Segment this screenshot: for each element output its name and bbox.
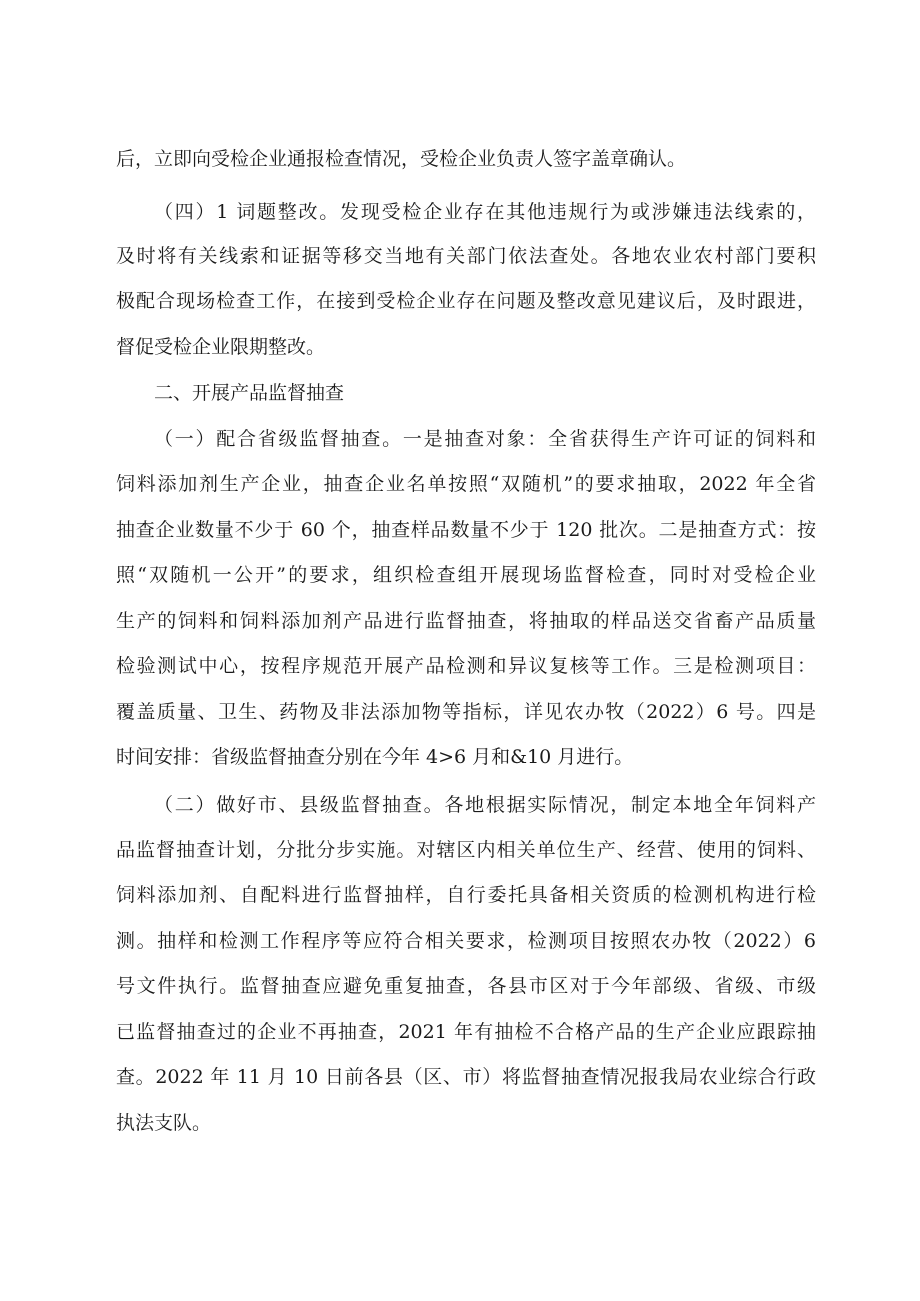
- text-line: 抽查企业数量不少于 60 个，抽查样品数量不少于 120 批次。二是抽查方式：按: [116, 519, 816, 541]
- text-line: 检验测试中心，按程序规范开展产品检测和异议复核等工作。三是检测项目：: [116, 655, 816, 677]
- text-line: 覆盖质量、卫生、药物及非法添加物等指标，详见农办牧（2022）6 号。四是: [116, 701, 816, 723]
- text-line: （一）配合省级监督抽查。一是抽查对象：全省获得生产许可证的饲料和: [154, 428, 816, 450]
- text-line: 照“双随机一公开”的要求，组织检查组开展现场监督检查，同时对受检企业: [116, 564, 816, 586]
- section-heading: 二、开展产品监督抽查: [154, 382, 345, 404]
- text-line: 测。抽样和检测工作程序等应符合相关要求，检测项目按照农办牧（2022）6: [116, 930, 816, 952]
- text-line: 饲料添加剂生产企业，抽查企业名单按照“双随机”的要求抽取，2022 年全省: [116, 473, 816, 495]
- text-line: 后，立即向受检企业通报检查情况，受检企业负责人签字盖章确认。: [116, 148, 687, 170]
- text-line: 查。2022 年 11 月 10 日前各县（区、市）将监督抽查情况报我局农业综合行政: [116, 1066, 816, 1088]
- text-line: 及时将有关线索和证据等移交当地有关部门依法查处。各地农业农村部门要积: [116, 245, 816, 267]
- text-line: 饲料添加剂、自配料进行监督抽样，自行委托具备相关资质的检测机构进行检: [116, 884, 816, 906]
- text-line: 极配合现场检查工作，在接到受检企业存在问题及整改意见建议后，及时跟进，: [116, 290, 816, 312]
- text-line: （二）做好市、县级监督抽查。各地根据实际情况，制定本地全年饲料产: [154, 794, 816, 816]
- text-line: （四）1 词题整改。发现受检企业存在其他违规行为或涉嫌违法线索的，: [154, 201, 816, 223]
- text-line: 号文件执行。监督抽查应避免重复抽查，各县市区对于今年部级、省级、市级: [116, 975, 816, 997]
- text-line: 已监督抽查过的企业不再抽查，2021 年有抽检不合格产品的生产企业应跟踪抽: [116, 1021, 816, 1043]
- text-line: 品监督抽查计划，分批分步实施。对辖区内相关单位生产、经营、使用的饲料、: [116, 839, 816, 861]
- text-line: 生产的饲料和饲料添加剂产品进行监督抽查，将抽取的样品送交省畜产品质量: [116, 610, 816, 632]
- text-line: 时间安排：省级监督抽查分别在今年 4>6 月和&10 月进行。: [116, 746, 634, 768]
- text-line: 督促受检企业限期整改。: [116, 336, 326, 358]
- text-line: 执法支队。: [116, 1112, 212, 1134]
